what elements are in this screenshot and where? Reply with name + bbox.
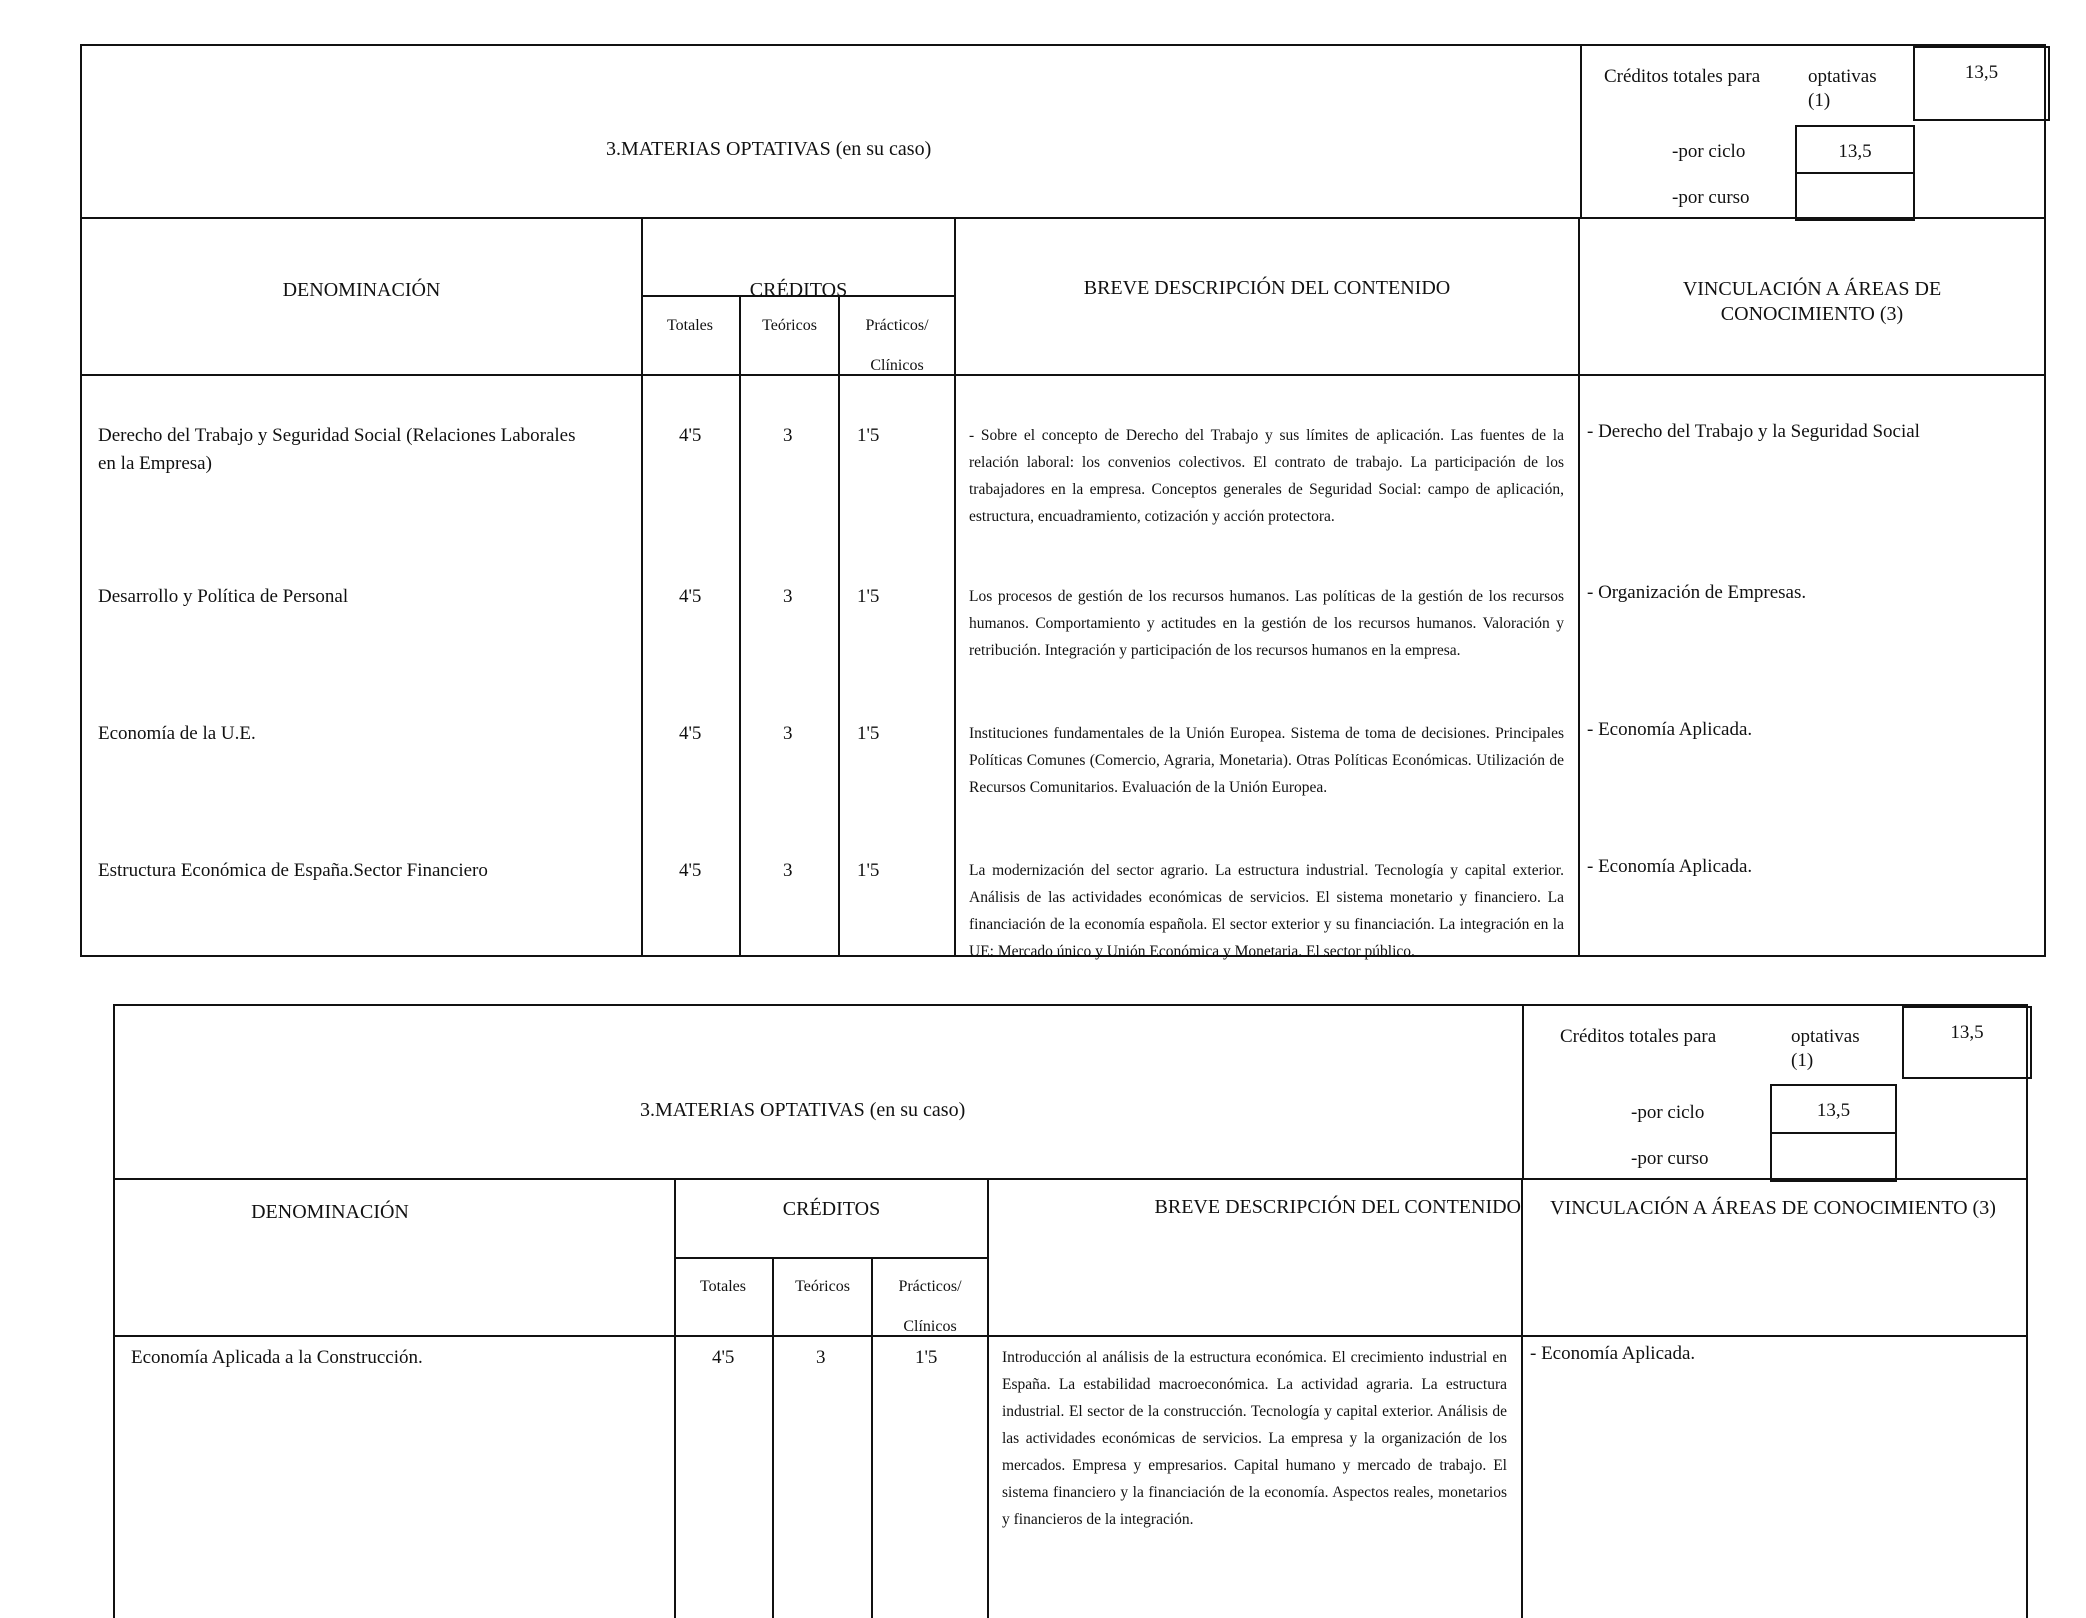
- credits-curso-value: [1795, 172, 1915, 221]
- credits-ciclo-label: -por ciclo: [1631, 1102, 1705, 1123]
- optativas-table-1: [80, 44, 2046, 960]
- subject-description: - Sobre el concepto de Derecho del Trabajo y sus límites de aplicación. Las fuentes de la relación laboral: los convenios colectivos. El contrato de trabajo. La participación de los trabajadores en la empresa. Conceptos generales de Seguridad Social: campo de aplicación, estructura, encuadramiento, cotización y acción protectora.: [969, 427, 1564, 525]
- optativas-table-2: [113, 1004, 2028, 1600]
- col-denominacion: DENOMINACIÓN: [251, 1201, 409, 1223]
- col-divider: [739, 295, 741, 955]
- credits-box: [1522, 1006, 2026, 1178]
- col-denominacion: DENOMINACIÓN: [282, 279, 441, 301]
- section-title: 3.MATERIAS OPTATIVAS (en su caso): [606, 138, 932, 160]
- credits-footnote: (1): [1791, 1050, 1814, 1071]
- row-divider: [115, 1335, 2026, 1337]
- credits-ciclo-value: 13,5: [1770, 1084, 1897, 1134]
- subject-description: Introducción al análisis de la estructura económica. El crecimiento industrial en España. La estabilidad macroeconómica. La actividad agraria. La estructura industrial. El sector de la construcción. Tecnología y capital exterior. Análisis de las actividades económicas de servicios. La empresa y la organización de los mercados. Empresa y empresarios. Capital humano y mercado de trabajo. El sistema financiero y la financiación de la economía. Aspectos reales, monetarios y financieros de la integración.: [1002, 1349, 1507, 1528]
- col-practicos: Prácticos/: [898, 1278, 962, 1295]
- credits-teoricos: 3: [783, 723, 793, 744]
- col-divider: [954, 217, 956, 955]
- col-divider: [838, 295, 840, 955]
- credits-totales: 4'5: [679, 723, 702, 744]
- col-totales: Totales: [700, 1278, 746, 1295]
- section-header: [113, 1004, 2028, 1180]
- credits-totales: 4'5: [679, 425, 702, 446]
- col-teoricos: Teóricos: [795, 1278, 850, 1295]
- credits-total-value: 13,5: [1902, 1006, 2032, 1079]
- knowledge-area: - Economía Aplicada.: [1530, 1343, 1696, 1364]
- subject-description: Instituciones fundamentales de la Unión Europea. Sistema de toma de decisiones. Principales Políticas Comunes (Comercio, Agraria, Monetaria). Otras Políticas Económicas. Utilización de Recursos Comunitarios. Evaluación de la Unión Europea.: [969, 725, 1564, 796]
- subject-name: Derecho del Trabajo y Seguridad Social (Relaciones Laborales en la Empresa): [98, 425, 576, 474]
- subjects-table: [113, 1178, 2028, 1618]
- credits-box: [1580, 46, 2044, 217]
- credits-ciclo-label: -por ciclo: [1672, 141, 1746, 162]
- credits-totales: 4'5: [712, 1347, 735, 1368]
- subjects-table: [80, 217, 2046, 960]
- row-divider: [674, 1257, 989, 1259]
- col-descripcion: BREVE DESCRIPCIÓN DEL CONTENIDO: [1083, 277, 1451, 299]
- col-clinicos: Clínicos: [903, 1318, 957, 1335]
- col-teoricos: Teóricos: [762, 317, 817, 334]
- subject-name: Economía de la U.E.: [98, 723, 256, 744]
- credits-practicos: 1'5: [857, 586, 880, 607]
- subject-description: Los procesos de gestión de los recursos humanos. Las políticas de la gestión de los recursos humanos. Comportamiento y actitudes en la gestión de los recursos humanos. Valoración y retribución. Integración y participación de los recursos humanos en la empresa.: [969, 588, 1564, 659]
- credits-curso-label: -por curso: [1631, 1148, 1709, 1169]
- credits-optativas-label: optativas: [1791, 1026, 1860, 1047]
- col-divider: [1578, 217, 1580, 955]
- knowledge-area: - Economía Aplicada.: [1587, 719, 1753, 740]
- col-divider: [871, 1257, 873, 1618]
- credits-footnote: (1): [1808, 90, 1831, 111]
- col-divider: [1521, 1178, 1523, 1618]
- credits-ciclo-value: 13,5: [1795, 125, 1915, 174]
- credits-totales: 4'5: [679, 586, 702, 607]
- credits-total-label: Créditos totales para: [1604, 66, 1761, 87]
- col-divider: [772, 1257, 774, 1618]
- subject-name: Economía Aplicada a la Construcción.: [131, 1347, 423, 1368]
- col-vinculacion: VINCULACIÓN A ÁREAS DE CONOCIMIENTO (3): [1682, 278, 1942, 325]
- col-creditos: CRÉDITOS: [782, 1198, 881, 1220]
- row-divider: [82, 374, 2044, 376]
- credits-curso-value: [1770, 1132, 1897, 1182]
- credits-totales: 4'5: [679, 860, 702, 881]
- section-header: [80, 44, 2046, 219]
- credits-total-label: Créditos totales para: [1560, 1026, 1717, 1047]
- col-descripcion: BREVE DESCRIPCIÓN DEL CONTENIDO: [1154, 1196, 1521, 1218]
- col-vinculacion: VINCULACIÓN A ÁREAS DE CONOCIMIENTO (3): [1550, 1197, 1996, 1219]
- knowledge-area: - Organización de Empresas.: [1587, 582, 1807, 603]
- credits-total-value: 13,5: [1913, 46, 2050, 121]
- col-clinicos: Clínicos: [870, 357, 924, 374]
- credits-practicos: 1'5: [915, 1347, 938, 1368]
- subject-name: Estructura Económica de España.Sector Financiero: [98, 860, 488, 881]
- credits-teoricos: 3: [783, 860, 793, 881]
- credits-practicos: 1'5: [857, 723, 880, 744]
- subject-description: La modernización del sector agrario. La estructura industrial. Tecnología y capital exterior. Análisis de las actividades económicas de servicios. El sistema monetario y financiero. La financiación de la economía española. El sector exterior y su financiación. La integración en la UE: Mercado único y Unión Económica y Monetaria. El sector público.: [969, 862, 1564, 960]
- credits-teoricos: 3: [783, 425, 793, 446]
- credits-curso-label: -por curso: [1672, 187, 1750, 208]
- credits-practicos: 1'5: [857, 425, 880, 446]
- knowledge-area: - Economía Aplicada.: [1587, 856, 1753, 877]
- credits-teoricos: 3: [783, 586, 793, 607]
- subject-name: Desarrollo y Política de Personal: [98, 586, 349, 607]
- col-practicos: Prácticos/: [865, 317, 929, 334]
- credits-teoricos: 3: [816, 1347, 826, 1368]
- credits-practicos: 1'5: [857, 860, 880, 881]
- col-totales: Totales: [667, 317, 713, 334]
- col-divider: [987, 1178, 989, 1618]
- credits-optativas-label: optativas: [1808, 66, 1877, 87]
- knowledge-area: - Derecho del Trabajo y la Seguridad Social: [1587, 421, 1920, 442]
- col-creditos: CRÉDITOS: [749, 279, 848, 301]
- section-title: 3.MATERIAS OPTATIVAS (en su caso): [640, 1099, 966, 1121]
- col-divider: [674, 1178, 676, 1618]
